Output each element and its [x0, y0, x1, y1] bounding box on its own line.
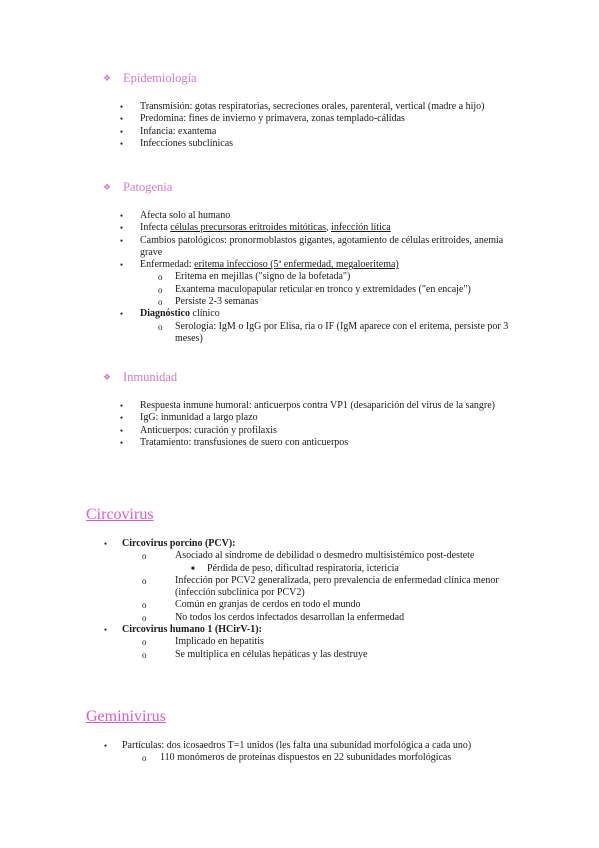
list-item: ● IgG: inmunidad a largo plazo [0, 412, 510, 424]
list-item: ● Infecta células precursoras eritroides mitóticas, infección lítica [0, 222, 510, 234]
sub-list-item: o No todos los cerdos infectados desarrollan la enfermedad [0, 612, 515, 624]
underlined-term: células precursoras eritroides mitóticas [170, 222, 327, 234]
section-title: Epidemiología [123, 71, 197, 85]
list-item: ● Cambios patológicos: pronormoblastos gigantes, agotamiento de células eritroides, anemia grave [0, 235, 510, 260]
section-title: Inmunidad [123, 370, 178, 384]
epidemiologia-list [0, 101, 599, 150]
list-item: ● Diagnóstico clínico [0, 308, 510, 320]
heading-circovirus: Circovirus [86, 506, 154, 523]
bullet-icon [158, 321, 163, 333]
list-item: ● Enfermedad: eritema infeccioso (5ª enfermedad, megaloeritema) [0, 259, 510, 271]
bullet-icon [142, 575, 147, 587]
bullet-icon [191, 563, 195, 576]
list-item: ● Predomina: fines de invierno y primavera, zonas templado-cálidas [0, 113, 510, 125]
bullet-icon [142, 599, 147, 611]
geminivirus-list [0, 740, 599, 765]
bullet-icon [142, 636, 147, 648]
bullet-icon [158, 296, 163, 308]
list-item: ● Respuesta inmune humoral: anticuerpos contra VP1 (desaparición del virus de la sangre) [0, 400, 510, 412]
circovirus-list [0, 538, 599, 661]
section-title: Patogenia [123, 180, 173, 194]
sub-list-item: o Persiste 2-3 semanas [0, 296, 515, 308]
sub-list-item: o 110 monómeros de proteínas dispuestos en 22 subunidades morfológicas [0, 752, 500, 764]
list-item: ● Transmisión: gotas respiratorias, secreciones orales, parenteral, vertical (madre a hijo) [0, 101, 510, 113]
list-item: ● Infecciones subclínicas [0, 138, 510, 150]
bullet-icon [158, 284, 163, 296]
sub-list-item: o Exantema maculopapular reticular en tronco y extremidades ("en encaje") [0, 284, 515, 296]
underlined-term: eritema infeccioso (5ª enfermedad, megaloeritema) [194, 259, 399, 271]
list-item: ● Tratamiento: transfusiones de suero con anticuerpos [0, 437, 510, 449]
sub-list-item: o Se multiplica en células hepáticas y las destruye [0, 649, 515, 661]
list-item: ● Afecta solo al humano [0, 210, 510, 222]
sub-list-item: o Eritema en mejillas ("signo de la bofetada") [0, 271, 515, 283]
bullet-icon [120, 437, 123, 452]
section-heading-patogenia [103, 180, 172, 195]
bullet-icon [120, 235, 123, 250]
bullet-icon [142, 612, 147, 624]
diamond-bullet-icon: ❖ [103, 372, 112, 382]
sub-list-item: o Infección por PCV2 generalizada, pero prevalencia de enfermedad clínica menor (infección subclínica por PCV2) [0, 575, 515, 600]
underlined-term: infección lítica [331, 222, 391, 234]
bullet-icon [142, 550, 147, 562]
diamond-bullet-icon: ❖ [103, 73, 112, 83]
bullet-icon [120, 138, 123, 153]
sub-list-item: o Asociado al síndrome de debilidad o desmedro multisistémico post-destete [0, 550, 515, 562]
sub-list-item: o Implicado en hepatitis [0, 636, 515, 648]
sub-list-item: o Serología: IgM o IgG por Elisa, ria o IF (IgM aparece con el eritema, persiste por 3 meses) [0, 321, 515, 346]
heading-geminivirus: Geminivirus [86, 708, 166, 725]
list-item: ● Anticuerpos: curación y profilaxis [0, 425, 510, 437]
list-item: ● Infancia: exantema [0, 126, 510, 138]
list-item: ● Circovirus porcino (PCV): [0, 538, 492, 550]
patogenia-list [0, 210, 599, 345]
bullet-icon [142, 752, 147, 764]
bullet-icon [158, 271, 163, 283]
sub-sub-list-item: ■ Pérdida de peso, dificultad respiratoria, ictericia [0, 563, 507, 575]
list-item: ● Partículas: dos icosaedros T=1 unidos (les falta una subunidad morfológica a cada uno) [0, 740, 522, 752]
inmunidad-list [0, 400, 599, 449]
section-heading-epidemiologia [103, 71, 197, 86]
bullet-icon [142, 649, 147, 661]
section-heading-inmunidad [103, 370, 177, 385]
list-item: ● Circovirus humano 1 (HCirV-1): [0, 624, 492, 636]
sub-list-item: o Común en granjas de cerdos en todo el mundo [0, 599, 515, 611]
diamond-bullet-icon: ❖ [103, 182, 112, 192]
